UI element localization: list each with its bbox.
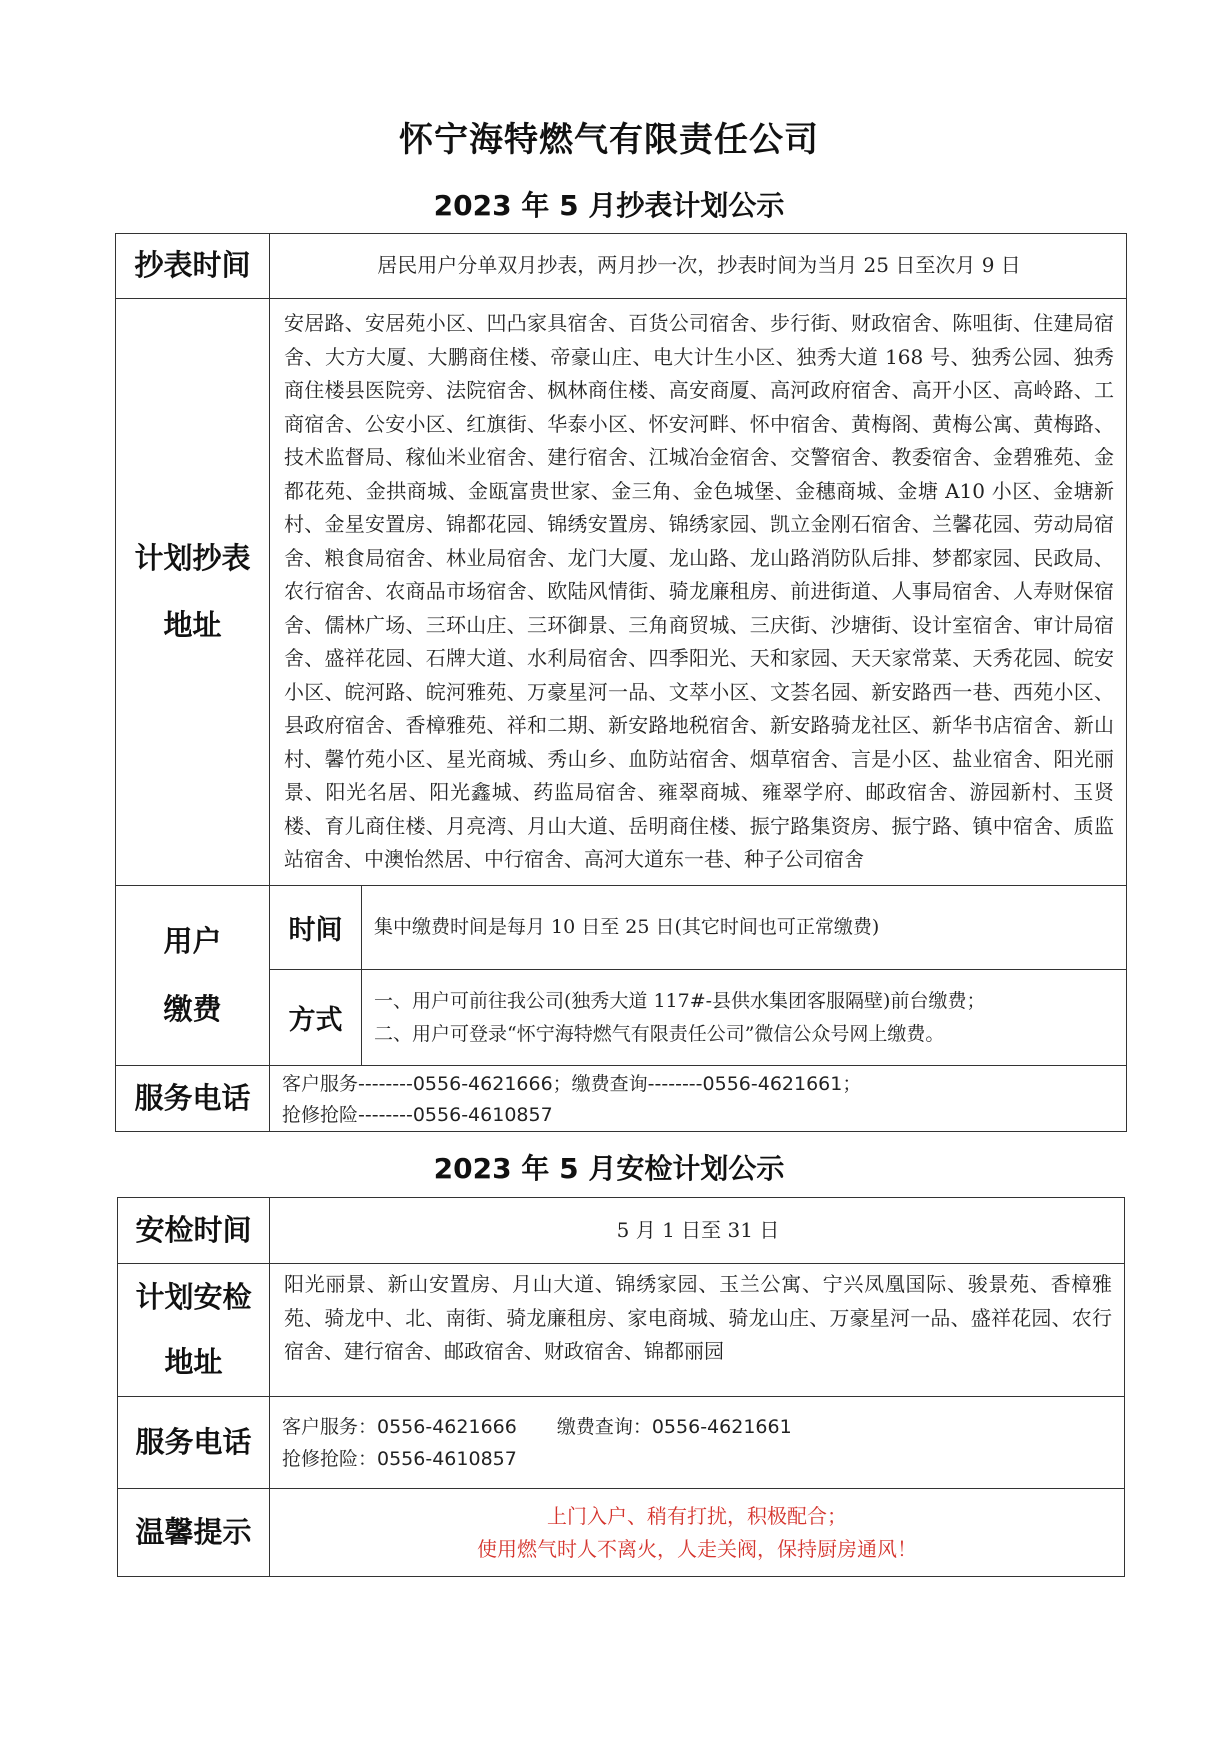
payment-time-row [116,886,1127,970]
reading-phone-line2: 抢修抢险--------0556-4610857 [282,1104,553,1126]
payment-method-1: 一、用户可前往我公司(独秀大道 117#-县供水集团客服隔壁)前台缴费； [374,989,986,1012]
payment-label-line2: 缴费 [163,991,222,1026]
reading-address-label [116,299,270,886]
reading-phone-label: 服务电话 [116,1066,270,1132]
reading-time-text: 居民用户分单双月抄表，两月抄一次，抄表时间为当月 25 日至次月 9 日 [270,234,1127,299]
tips-row [118,1489,1125,1577]
payment-method-text [362,970,1127,1066]
payment-method-label: 方式 [270,970,362,1066]
safety-address-label-line2: 地址 [164,1345,223,1379]
safety-phone-label: 服务电话 [118,1397,270,1489]
payment-label [116,886,270,1066]
safety-time-row [118,1198,1125,1264]
payment-label-line1: 用户 [163,924,222,959]
reading-phone-row [116,1066,1127,1132]
safety-address-list: 阳光丽景、新山安置房、月山大道、锦绣家园、玉兰公寓、宁兴凤凰国际、骏景苑、香樟雅苑、骑龙中、北、南街、骑龙廉租房、家电商城、骑龙山庄、万豪星河一品、盛祥花园、农行宿舍、建行宿舍、邮政宿舍、财政宿舍、锦都丽园 [270,1264,1125,1397]
safety-address-row [118,1264,1125,1397]
reading-plan-table [115,233,1127,1132]
reading-plan-title: 2023 年 5 月抄表计划公示 [433,189,785,222]
reading-phone-line1: 客户服务--------0556-4621666；缴费查询--------0556-4621661； [282,1073,862,1095]
reading-time-row [116,234,1127,299]
payment-method-2: 二、用户可登录“怀宁海特燃气有限责任公司”微信公众号网上缴费。 [374,1022,945,1045]
safety-phone-line1 [282,1411,1112,1443]
reading-address-list: 安居路、安居苑小区、凹凸家具宿舍、百货公司宿舍、步行街、财政宿舍、陈咀街、住建局宿舍、大方大厦、大鹏商住楼、帝豪山庄、电大计生小区、独秀大道 168 号、独秀公园、独秀商住楼县医院旁、法院宿舍、枫林商住楼、高安商厦、高河政府宿舍、高开小区、高岭路、工商宿舍、公安小区、红旗街、华泰小区、怀安河畔、怀中宿舍、黄梅阁、黄梅公寓、黄梅路、技术监督局、稼仙米业宿舍、建行宿舍、江城冶金宿舍、交警宿舍、教委宿舍、金碧雅苑、金都花苑、金拱商城、金瓯富贵世家、金三角、金色城堡、金穗商城、金塘 A10 小区、金塘新村、金星安置房、锦都花园、锦绣安置房、锦绣家园、凯立金刚石宿舍、兰馨花园、劳动局宿舍、粮食局宿舍、林业局宿舍、龙门大厦、龙山路、龙山路消防队后排、梦都家园、民政局、农行宿舍、农商品市场宿舍、欧陆风情街、骑龙廉租房、前进街道、人事局宿舍、人寿财保宿舍、儒林广场、三环山庄、三环御景、三角商贸城、三庆街、沙塘街、设计室宿舍、审计局宿舍、盛祥花园、石牌大道、水利局宿舍、四季阳光、天和家园、天天家常菜、天秀花园、皖安小区、皖河路、皖河雅苑、万豪星河一品、文萃小区、文荟名园、新安路西一巷、西苑小区、县政府宿舍、香樟雅苑、祥和二期、新安路地税宿舍、新安路骑龙社区、新华书店宿舍、新山村、馨竹苑小区、星光商城、秀山乡、血防站宿舍、烟草宿舍、言是小区、盐业宿舍、阳光丽景、阳光名居、阳光鑫城、药监局宿舍、雍翠商城、雍翠学府、邮政宿舍、游园新村、玉贤楼、育儿商住楼、月亮湾、月山大道、岳明商住楼、振宁路集资房、振宁路、镇中宿舍、质监站宿舍、中澳怡然居、中行宿舍、高河大道东一巷、种子公司宿舍 [270,299,1127,886]
reading-address-label-line1: 计划抄表 [134,540,251,575]
reading-address-row [116,299,1127,886]
safety-plan-table [117,1197,1125,1577]
safety-time-label: 安检时间 [118,1198,270,1264]
tips-text [270,1489,1125,1577]
safety-phone-billing: 缴费查询：0556-4621661 [556,1415,792,1438]
safety-phone-repair: 抢修抢险：0556-4610857 [282,1447,517,1470]
reading-phone-text [270,1066,1127,1132]
tip-1: 上门入户、稍有打扰，积极配合； [547,1503,847,1528]
safety-time-text: 5 月 1 日至 31 日 [270,1198,1125,1264]
tips-label: 温馨提示 [118,1489,270,1577]
safety-phone-text [270,1397,1125,1489]
payment-time-label: 时间 [270,886,362,970]
tip-2: 使用燃气时人不离火，人走关阀，保持厨房通风！ [477,1536,917,1561]
reading-address-label-line2: 地址 [163,608,222,642]
safety-address-label [118,1264,270,1397]
safety-phone-service: 客户服务：0556-4621666 [282,1415,517,1438]
safety-address-label-line1: 计划安检 [135,1279,252,1314]
payment-time-text: 集中缴费时间是每月 10 日至 25 日(其它时间也可正常缴费) [362,886,1127,970]
reading-time-label: 抄表时间 [116,234,270,299]
safety-plan-title: 2023 年 5 月安检计划公示 [433,1152,785,1185]
company-title: 怀宁海特燃气有限责任公司 [399,120,819,160]
safety-phone-row [118,1397,1125,1489]
